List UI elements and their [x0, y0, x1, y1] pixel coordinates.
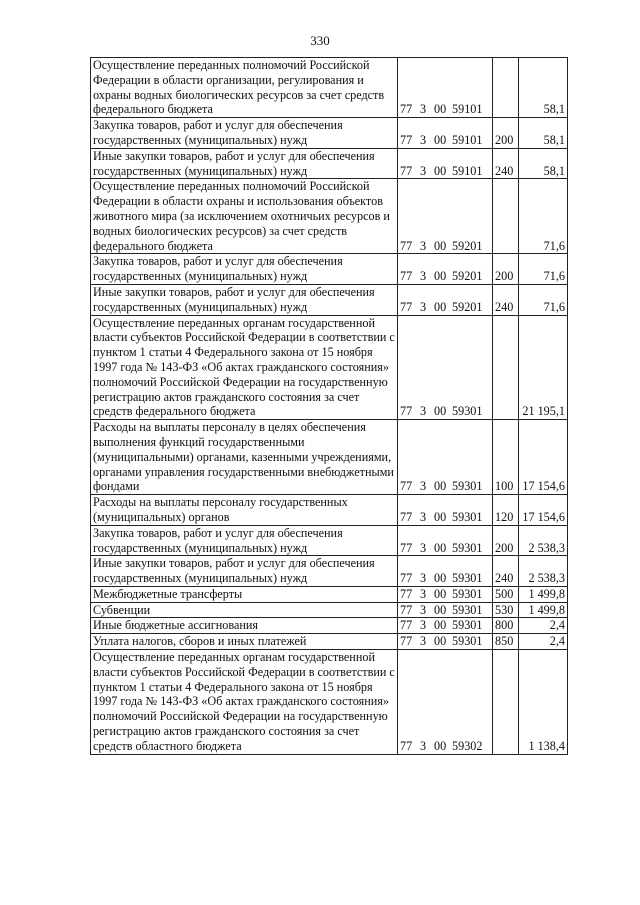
expense-name: Закупка товаров, работ и услуг для обеспечения государственных (муниципальных) нужд: [91, 118, 398, 149]
code-part-c4: 59301: [452, 618, 483, 633]
target-article-code: [398, 179, 493, 254]
amount: 2,4: [519, 634, 568, 650]
budget-table: [90, 57, 568, 755]
expense-name: Осуществление переданных органам государственной власти субъектов Российской Федерации в соответствии с пунктом 1 статьи 4 Федерального закона от 15 ноября 1997 года № 143-ФЗ «Об актах гражданского состояния» полномочий Российской Федерации на государственную регистрацию актов гражданского состояния за счет средств федерального бюджета: [91, 315, 398, 420]
code-part-c1: 77: [400, 634, 413, 649]
expense-type-code: 200: [493, 525, 519, 556]
target-article-code: [398, 650, 493, 755]
code-part-c3: 00: [434, 404, 447, 419]
code-part-c3: 00: [434, 634, 447, 649]
expense-type-code: 100: [493, 420, 519, 495]
table-row: [91, 420, 568, 495]
code-part-c1: 77: [400, 738, 413, 753]
code-part-c1: 77: [400, 238, 413, 253]
code-part-c1: 77: [400, 571, 413, 586]
code-part-c3: 00: [434, 738, 447, 753]
code-part-c4: 59201: [452, 238, 483, 253]
code-part-c2: 3: [420, 571, 427, 586]
target-article-code: [398, 525, 493, 556]
code-part-c2: 3: [420, 509, 427, 524]
expense-type-code: 800: [493, 618, 519, 634]
amount: 71,6: [519, 179, 568, 254]
code-part-c2: 3: [420, 634, 427, 649]
expense-name: Расходы на выплаты персоналу в целях обеспечения выполнения функций государственными (муниципальными) органами, казенными учреждениями, органами управления государственными внебюджетными фондами: [91, 420, 398, 495]
target-article-code: [398, 618, 493, 634]
code-part-c3: 00: [434, 132, 447, 147]
code-part-c4: 59101: [452, 102, 483, 117]
code-part-c3: 00: [434, 571, 447, 586]
code-part-c3: 00: [434, 540, 447, 555]
amount: 58,1: [519, 118, 568, 149]
code-part-c3: 00: [434, 479, 447, 494]
target-article-code: [398, 634, 493, 650]
budget-table-body: [91, 58, 568, 755]
expense-name: Осуществление переданных полномочий Российской Федерации в области охраны и использования объектов животного мира (за исключением охотничьих ресурсов и водных биологических ресурсов) за счет средств федерального бюджета: [91, 179, 398, 254]
code-part-c3: 00: [434, 602, 447, 617]
code-part-c1: 77: [400, 132, 413, 147]
amount: 17 154,6: [519, 420, 568, 495]
expense-name: Уплата налогов, сборов и иных платежей: [91, 634, 398, 650]
target-article-code: [398, 495, 493, 526]
amount: 71,6: [519, 284, 568, 315]
amount: 1 138,4: [519, 650, 568, 755]
expense-type-code: [493, 179, 519, 254]
code-part-c3: 00: [434, 586, 447, 601]
page-number: 330: [310, 33, 330, 48]
amount: 17 154,6: [519, 495, 568, 526]
amount: 1 499,8: [519, 602, 568, 618]
amount: 71,6: [519, 254, 568, 285]
table-row: [91, 254, 568, 285]
code-part-c3: 00: [434, 238, 447, 253]
code-part-c1: 77: [400, 586, 413, 601]
amount: 58,1: [519, 148, 568, 179]
expense-type-code: [493, 315, 519, 420]
code-part-c3: 00: [434, 269, 447, 284]
code-part-c4: 59201: [452, 299, 483, 314]
target-article-code: [398, 148, 493, 179]
code-part-c4: 59201: [452, 269, 483, 284]
expense-type-code: [493, 58, 519, 118]
table-row: [91, 586, 568, 602]
code-part-c1: 77: [400, 299, 413, 314]
expense-name: Иные бюджетные ассигнования: [91, 618, 398, 634]
expense-type-code: 850: [493, 634, 519, 650]
expense-name: Иные закупки товаров, работ и услуг для обеспечения государственных (муниципальных) нужд: [91, 284, 398, 315]
code-part-c2: 3: [420, 586, 427, 601]
table-row: [91, 650, 568, 755]
code-part-c1: 77: [400, 602, 413, 617]
table-row: [91, 602, 568, 618]
code-part-c2: 3: [420, 404, 427, 419]
expense-name: Расходы на выплаты персоналу государственных (муниципальных) органов: [91, 495, 398, 526]
code-part-c3: 00: [434, 618, 447, 633]
code-part-c2: 3: [420, 618, 427, 633]
code-part-c1: 77: [400, 163, 413, 178]
expense-type-code: 200: [493, 254, 519, 285]
code-part-c4: 59301: [452, 479, 483, 494]
expense-name: Осуществление переданных органам государственной власти субъектов Российской Федерации в соответствии с пунктом 1 статьи 4 Федерального закона от 15 ноября 1997 года № 143-ФЗ «Об актах гражданского состояния» полномочий Российской Федерации на государственную регистрацию актов гражданского состояния за счет средств областного бюджета: [91, 650, 398, 755]
expense-type-code: 500: [493, 586, 519, 602]
table-row: [91, 58, 568, 118]
expense-type-code: 240: [493, 284, 519, 315]
expense-name: Субвенции: [91, 602, 398, 618]
table-row: [91, 495, 568, 526]
table-row: [91, 315, 568, 420]
code-part-c3: 00: [434, 299, 447, 314]
code-part-c1: 77: [400, 404, 413, 419]
code-part-c1: 77: [400, 618, 413, 633]
expense-name: Закупка товаров, работ и услуг для обеспечения государственных (муниципальных) нужд: [91, 525, 398, 556]
target-article-code: [398, 118, 493, 149]
code-part-c4: 59301: [452, 586, 483, 601]
code-part-c4: 59302: [452, 738, 483, 753]
amount: 21 195,1: [519, 315, 568, 420]
expense-name: Межбюджетные трансферты: [91, 586, 398, 602]
code-part-c1: 77: [400, 509, 413, 524]
expense-type-code: 530: [493, 602, 519, 618]
code-part-c2: 3: [420, 299, 427, 314]
code-part-c1: 77: [400, 269, 413, 284]
code-part-c3: 00: [434, 102, 447, 117]
code-part-c4: 59301: [452, 571, 483, 586]
code-part-c2: 3: [420, 163, 427, 178]
code-part-c4: 59301: [452, 509, 483, 524]
table-row: [91, 179, 568, 254]
code-part-c4: 59101: [452, 163, 483, 178]
code-part-c4: 59101: [452, 132, 483, 147]
amount: 2 538,3: [519, 525, 568, 556]
table-row: [91, 618, 568, 634]
target-article-code: [398, 58, 493, 118]
code-part-c4: 59301: [452, 634, 483, 649]
code-part-c1: 77: [400, 540, 413, 555]
code-part-c2: 3: [420, 602, 427, 617]
code-part-c2: 3: [420, 269, 427, 284]
amount: 58,1: [519, 58, 568, 118]
code-part-c4: 59301: [452, 540, 483, 555]
table-row: [91, 284, 568, 315]
target-article-code: [398, 254, 493, 285]
expense-type-code: 120: [493, 495, 519, 526]
table-row: [91, 525, 568, 556]
code-part-c2: 3: [420, 540, 427, 555]
code-part-c2: 3: [420, 738, 427, 753]
code-part-c1: 77: [400, 102, 413, 117]
target-article-code: [398, 602, 493, 618]
amount: 2,4: [519, 618, 568, 634]
expense-type-code: [493, 650, 519, 755]
target-article-code: [398, 556, 493, 587]
code-part-c4: 59301: [452, 404, 483, 419]
expense-type-code: 240: [493, 148, 519, 179]
expense-name: Осуществление переданных полномочий Российской Федерации в области организации, регулирования и охраны водных биологических ресурсов за счет средств федерального бюджета: [91, 58, 398, 118]
target-article-code: [398, 284, 493, 315]
amount: 2 538,3: [519, 556, 568, 587]
expense-name: Закупка товаров, работ и услуг для обеспечения государственных (муниципальных) нужд: [91, 254, 398, 285]
amount: 1 499,8: [519, 586, 568, 602]
table-row: [91, 148, 568, 179]
expense-type-code: 200: [493, 118, 519, 149]
table-row: [91, 556, 568, 587]
code-part-c2: 3: [420, 132, 427, 147]
code-part-c3: 00: [434, 163, 447, 178]
target-article-code: [398, 315, 493, 420]
target-article-code: [398, 420, 493, 495]
table-row: [91, 634, 568, 650]
code-part-c1: 77: [400, 479, 413, 494]
code-part-c4: 59301: [452, 602, 483, 617]
expense-name: Иные закупки товаров, работ и услуг для обеспечения государственных (муниципальных) нужд: [91, 556, 398, 587]
target-article-code: [398, 586, 493, 602]
expense-type-code: 240: [493, 556, 519, 587]
code-part-c3: 00: [434, 509, 447, 524]
code-part-c2: 3: [420, 102, 427, 117]
table-row: [91, 118, 568, 149]
code-part-c2: 3: [420, 479, 427, 494]
expense-name: Иные закупки товаров, работ и услуг для обеспечения государственных (муниципальных) нужд: [91, 148, 398, 179]
code-part-c2: 3: [420, 238, 427, 253]
